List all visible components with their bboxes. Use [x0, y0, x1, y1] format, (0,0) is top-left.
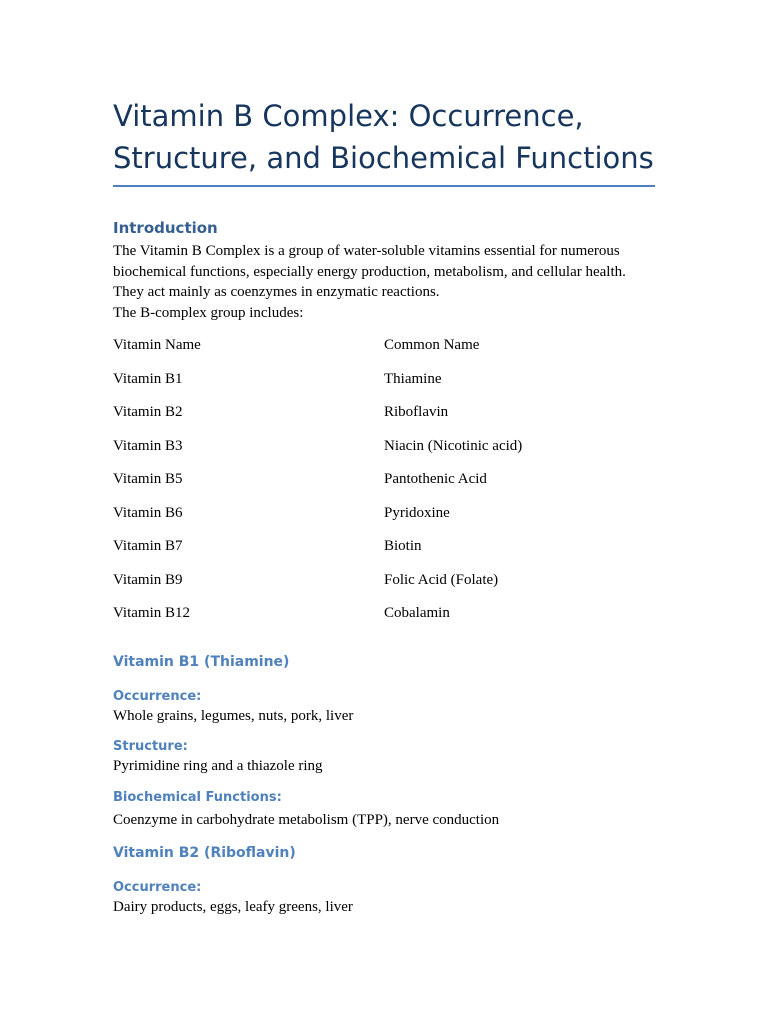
occurrence-label: Occurrence:: [113, 880, 202, 895]
table-row: [113, 402, 655, 436]
document-body: [113, 95, 655, 918]
occurrence-text: Dairy products, eggs, leafy greens, liver: [113, 899, 353, 915]
vitamin-name-cell: Vitamin B3: [113, 437, 183, 454]
biochemical-functions-label: Biochemical Functions:: [113, 789, 282, 805]
vitamin-name-cell: Vitamin B12: [113, 605, 191, 621]
table-row: [113, 369, 655, 403]
vitamin-name-cell: Vitamin B5: [113, 471, 183, 487]
table-row: [113, 436, 655, 470]
table-header-row: [113, 335, 655, 369]
section-heading-vitamin-b1: Vitamin B1 (Thiamine): [113, 653, 290, 670]
structure-text: Pyrimidine ring and a thiazole ring: [113, 758, 323, 774]
table-row: [113, 469, 655, 503]
vitamin-name-cell: Vitamin B9: [113, 571, 183, 588]
common-name-cell: Biotin: [384, 538, 422, 554]
document-title: Vitamin B Complex: Occurrence, Structure, and Biochemical Functions: [113, 95, 655, 187]
column-header-common-name: Common Name: [384, 337, 480, 353]
table-row: [113, 570, 655, 604]
section-heading-vitamin-b2: Vitamin B2 (Riboflavin): [113, 845, 296, 861]
common-name-cell: Folic Acid (Folate): [384, 571, 499, 588]
column-header-vitamin-name: Vitamin Name: [113, 337, 201, 353]
introduction-heading: Introduction: [113, 219, 218, 237]
common-name-cell: Riboflavin: [384, 404, 449, 420]
vitamin-name-cell: Vitamin B1: [113, 370, 183, 387]
table-row: [113, 503, 655, 537]
vitamin-name-cell: Vitamin B7: [113, 538, 183, 554]
biochemical-functions-text: Coenzyme in carbohydrate metabolism (TPP), nerve conduction: [113, 811, 500, 828]
vitamin-table: [113, 335, 655, 637]
common-name-cell: Thiamine: [384, 370, 442, 387]
vitamin-name-cell: Vitamin B2: [113, 404, 183, 420]
common-name-cell: Pyridoxine: [384, 504, 450, 521]
common-name-cell: Niacin (Nicotinic acid): [384, 437, 523, 454]
vitamin-name-cell: Vitamin B6: [113, 504, 183, 521]
common-name-cell: Pantothenic Acid: [384, 471, 487, 487]
table-row: [113, 603, 655, 637]
structure-label: Structure:: [113, 739, 188, 754]
introduction-paragraph: The Vitamin B Complex is a group of water-soluble vitamins essential for numerous biochemical functions, especially energy production, metabolism, and cellular health. They act mainly as coenzymes in enzymatic reactions.: [113, 243, 626, 300]
table-row: [113, 536, 655, 570]
occurrence-label: Occurrence:: [113, 688, 202, 704]
common-name-cell: Cobalamin: [384, 605, 450, 621]
occurrence-text: Whole grains, legumes, nuts, pork, liver: [113, 707, 354, 724]
introduction-lead-in: The B-complex group includes:: [113, 304, 304, 321]
